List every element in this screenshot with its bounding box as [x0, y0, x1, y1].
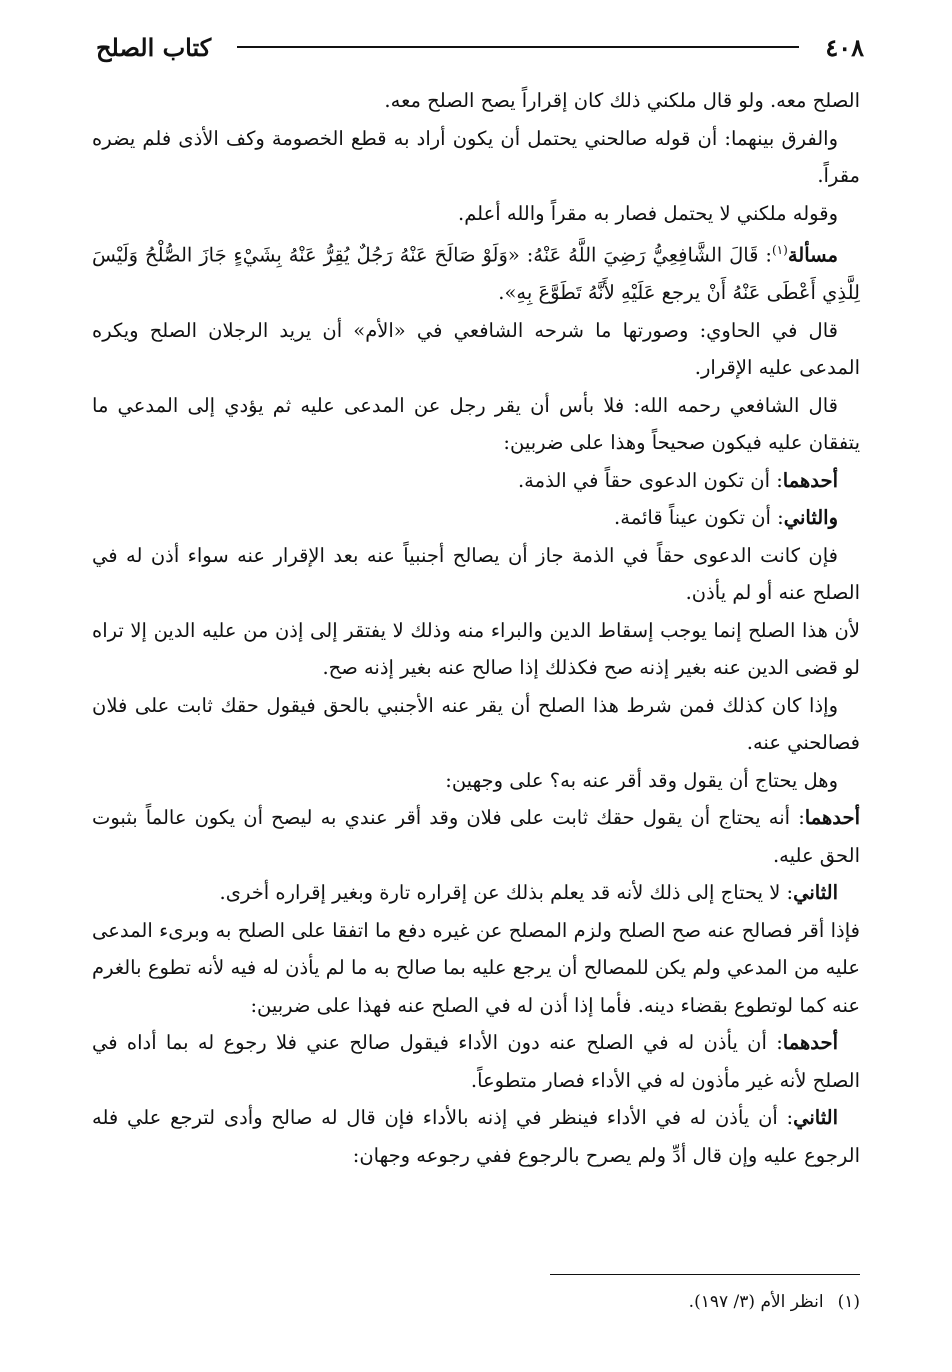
- footnote: [92, 1288, 860, 1316]
- paragraph-text: : أن تكون عيناً قائمة.: [614, 506, 784, 529]
- page-number: ٤٠٨: [825, 32, 864, 62]
- running-title: كتاب الصلح: [96, 32, 212, 62]
- page-body: [92, 82, 860, 1174]
- footnote-marker: (١): [837, 1292, 860, 1312]
- paragraph-text: : قَالَ الشَّافِعِيُّ رَضِيَ اللَّهُ عَنْهُ: «وَلَوْ صَالَحَ عَنْهُ رَجُلٌ يُقِرُّ عَنْهُ بِشَيْءٍ جَازَ الصُّلْحُ وَلَيْسَ لِلَّذِي أَعْطَى عَنْهُ أَنْ يرجع عَلَيْهِ لأَنَّهُ تَطَوَّعَ بِهِ».: [92, 243, 860, 304]
- paragraph: [92, 874, 860, 912]
- footnote-separator: [550, 1274, 860, 1275]
- paragraph: [92, 82, 860, 120]
- paragraph-text: : أن يأذن له في الصلح عنه دون الأداء فيقول صالح عني فلا رجوع له بما أداه في الصلح لأنه غير مأذون له في الأداء فصار متطوعاً.: [92, 1031, 860, 1092]
- paragraph-text: : أن تكون الدعوى حقاً في الذمة.: [517, 468, 783, 492]
- paragraph: [92, 1024, 860, 1099]
- bold-lead: أحدهما: [782, 1031, 838, 1054]
- bold-lead: والثاني: [783, 506, 838, 529]
- paragraph-text: والفرق بينهما: أن قوله صالحني يحتمل أن يكون أراد به قطع الخصومة وكف الأذى فلم يضره مقراً.: [92, 126, 860, 187]
- bold-lead: أحدهما: [804, 806, 860, 829]
- paragraph: [92, 312, 860, 387]
- paragraph: [92, 499, 860, 537]
- header-rule: [237, 46, 799, 48]
- paragraph: [92, 799, 860, 874]
- paragraph: [92, 387, 860, 462]
- footnote-reference: (١): [771, 243, 788, 257]
- paragraph-text: وقوله ملكني لا يحتمل فصار به مقراً والله أعلم.: [458, 201, 838, 225]
- paragraph-text: فإذا أقر فصالح عنه صح الصلح ولزم المصلح عن غيره دفع ما اتفقا على الصلح به وبرىء المدعى عليه من المدعي ولم يكن للمصالح أن يرجع عليه بما صالح به ما لم يأذن له فيه لأنه تطوع بالغرم عنه كما لوتطوع بقضاء دينه. فأما إذا أذن له في الصلح عنه فهذا على ضربين:: [92, 918, 860, 1017]
- paragraph-text: قال الشافعي رحمه الله: فلا بأس أن يقر رجل عن المدعى عليه ثم يؤدي إلى المدعي ما يتفقان عليه فيكون صحيحاً وهذا على ضربين:: [92, 393, 860, 454]
- paragraph: [92, 687, 860, 762]
- paragraph-text: الصلح معه. ولو قال ملكني ذلك كان إقراراً يصح الصلح معه.: [384, 89, 860, 112]
- paragraph: [92, 537, 860, 612]
- paragraph-text: فإن كانت الدعوى حقاً في الذمة جاز أن يصالح أجنبياً عنه بعد الإقرار عنه سواء أذن له في الصلح عنه أو لم يأذن.: [92, 543, 860, 604]
- paragraph: [92, 120, 860, 195]
- bold-lead: الثاني: [793, 1106, 838, 1129]
- paragraph-text: وهل يحتاج أن يقول وقد أقر عنه به؟ على وجهين:: [445, 768, 838, 792]
- paragraph-text: : أن يأذن له في الأداء فينظر في إذنه بالأداء فإن قال له صالح وأدى لترجع علي فله الرجوع عليه وإن قال أدِّ ولم يصرح بالرجوع ففي رجوعه وجهان:: [92, 1106, 860, 1167]
- footnote-text: انظر الأم (٣/ ١٩٧).: [688, 1292, 824, 1312]
- page-header: [96, 30, 864, 64]
- paragraph: [92, 612, 860, 687]
- paragraph-text: : لا يحتاج إلى ذلك لأنه قد يعلم بذلك عن إقراره تارة وبغير إقراره أخرى.: [219, 881, 794, 904]
- paragraph-text: : أنه يحتاج أن يقول حقك ثابت على فلان وقد أقر عندي به ليصح أن يكون عالماً بثبوت الحق عليه.: [92, 806, 860, 867]
- paragraph-text: وإذا كان كذلك فمن شرط هذا الصلح أن يقر عنه الأجنبي بالحق فيقول حقك ثابت على فلان فصالحني عنه.: [92, 693, 860, 754]
- paragraph-text: قال في الحاوي: وصورتها ما شرحه الشافعي في «الأم» أن يريد الرجلان الصلح ويكره المدعى عليه الإقرار.: [92, 318, 860, 379]
- paragraph: [92, 912, 860, 1025]
- paragraph: [92, 762, 860, 800]
- paragraph: [92, 1099, 860, 1174]
- issue-heading: مسألة: [787, 243, 838, 267]
- issue-paragraph: [92, 232, 860, 312]
- bold-lead: أحدهما: [782, 468, 838, 492]
- bold-lead: الثاني: [793, 881, 838, 904]
- paragraph: [92, 195, 860, 233]
- paragraph: [92, 462, 860, 500]
- paragraph-text: لأن هذا الصلح إنما يوجب إسقاط الدين والبراء منه وذلك لا يفتقر إلى إذن من عليه الدين إلا تراه لو قضى الدين عنه بغير إذنه صح فكذلك إذا صالح عنه بغير إذنه صح.: [92, 618, 860, 679]
